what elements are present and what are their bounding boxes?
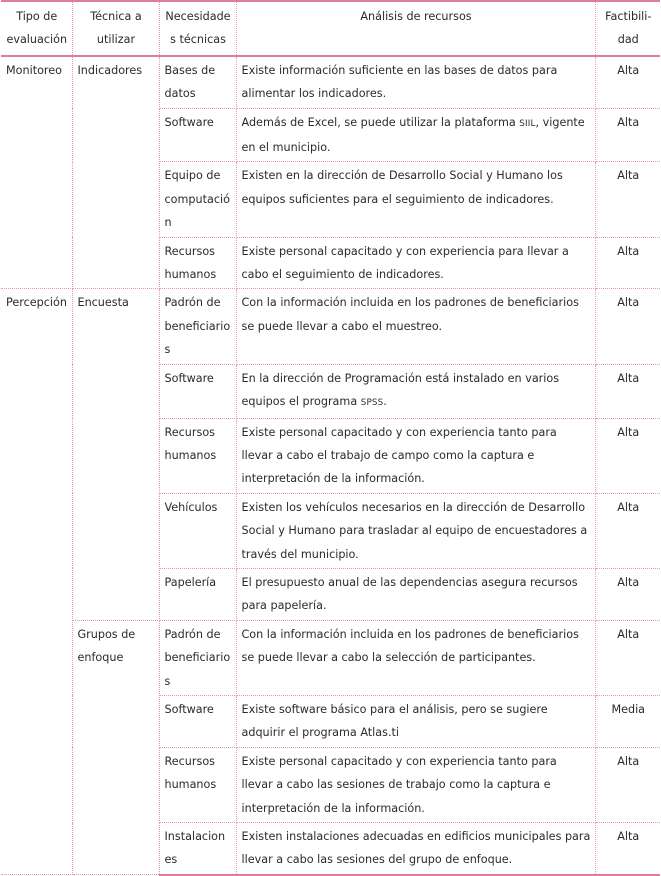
- factibilidad-cell: Alta: [595, 823, 660, 875]
- analisis-text: En la dirección de Programación está instalado en varios equipos el programa: [241, 371, 560, 409]
- necesidad-cell: Recursos humanos: [159, 418, 236, 493]
- analisis-cell: Existe información suficiente en las bases de datos para alimentar los indicadores.: [236, 56, 595, 108]
- analisis-cell: El presupuesto anual de las dependencias asegura recursos para papelería.: [236, 568, 595, 620]
- necesidad-cell: Recursos humanos: [159, 237, 236, 289]
- tecnica-cell-indicadores: Indicadores: [72, 56, 159, 289]
- necesidad-cell: Papelería: [159, 568, 236, 620]
- factibilidad-cell: Alta: [595, 493, 660, 568]
- factibilidad-cell: Alta: [595, 620, 660, 695]
- factibilidad-cell: Alta: [595, 747, 660, 822]
- factibilidad-cell: Alta: [595, 162, 660, 237]
- tecnica-cell-encuesta: Encuesta: [72, 289, 159, 620]
- analisis-cell: [236, 364, 595, 418]
- analisis-cell: Existe personal capacitado y con experiencia tanto para llevar a cabo las sesiones de trabajo como la captura e interpretación de la información.: [236, 747, 595, 822]
- necesidad-cell: Instalaciones: [159, 823, 236, 875]
- analisis-cell: [236, 108, 595, 162]
- header-tecnica: Técnica a utilizar: [72, 1, 159, 56]
- analisis-cell: Existe personal capacitado y con experiencia tanto para llevar a cabo el trabajo de campo como la captura e interpretación de la información.: [236, 418, 595, 493]
- analisis-cell: Existen los vehículos necesarios en la dirección de Desarrollo Social y Humano para trasladar al equipo de encuestadores a través del municipio.: [236, 493, 595, 568]
- factibilidad-cell: Alta: [595, 364, 660, 418]
- table-row: [1, 56, 660, 108]
- header-necesidades: Necesidades técnicas: [159, 1, 236, 56]
- factibilidad-cell: Alta: [595, 289, 660, 364]
- analisis-cell: Con la información incluida en los padrones de beneficiarios se puede llevar a cabo la selección de participantes.: [236, 620, 595, 695]
- analisis-cell: Existen en la dirección de Desarrollo Social y Humano los equipos suficientes para el seguimiento de indicadores.: [236, 162, 595, 237]
- analisis-acronym: SPSS: [360, 398, 384, 409]
- table-row: [1, 289, 660, 364]
- necesidad-cell: Recursos humanos: [159, 747, 236, 822]
- factibilidad-cell: Alta: [595, 418, 660, 493]
- necesidad-cell: Padrón de beneficiarios: [159, 289, 236, 364]
- analisis-cell: Existe personal capacitado y con experiencia para llevar a cabo el seguimiento de indicadores.: [236, 237, 595, 289]
- necesidad-cell: Equipo de computación: [159, 162, 236, 237]
- necesidad-cell: Software: [159, 695, 236, 747]
- necesidad-cell: Vehículos: [159, 493, 236, 568]
- analisis-text: .: [383, 395, 387, 409]
- factibilidad-cell: Alta: [595, 568, 660, 620]
- header-analisis: Análisis de recursos: [236, 1, 595, 56]
- necesidad-cell: Software: [159, 108, 236, 162]
- analisis-acronym: SIIL: [519, 118, 536, 129]
- necesidad-cell: Bases de datos: [159, 56, 236, 108]
- factibilidad-cell: Alta: [595, 56, 660, 108]
- factibilidad-cell: Alta: [595, 108, 660, 162]
- analisis-text: Además de Excel, se puede utilizar la plataforma: [241, 115, 520, 129]
- analisis-cell: Existen instalaciones adecuadas en edificios municipales para llevar a cabo las sesiones del grupo de enfoque.: [236, 823, 595, 875]
- necesidad-cell: Software: [159, 364, 236, 418]
- necesidad-cell: Padrón de beneficiarios: [159, 620, 236, 695]
- table-row: [1, 620, 660, 695]
- analisis-cell: Existe software básico para el análisis, pero se sugiere adquirir el programa Atlas.ti: [236, 695, 595, 747]
- tipo-cell-percepcion: Percepción: [1, 289, 72, 875]
- factibilidad-cell: Media: [595, 695, 660, 747]
- header-row: [1, 1, 660, 56]
- analisis-cell: Con la información incluida en los padrones de beneficiarios se puede llevar a cabo el muestreo.: [236, 289, 595, 364]
- tecnica-cell-grupos-enfoque: Grupos de enfoque: [72, 620, 159, 875]
- header-factibilidad: Factibili- dad: [595, 1, 660, 56]
- resource-analysis-table: [1, 0, 660, 876]
- analisis-text: , vigente en el municipio.: [241, 115, 585, 155]
- header-tipo: Tipo de evaluación: [1, 1, 72, 56]
- factibilidad-cell: Alta: [595, 237, 660, 289]
- tipo-cell-monitoreo: Monitoreo: [1, 56, 72, 289]
